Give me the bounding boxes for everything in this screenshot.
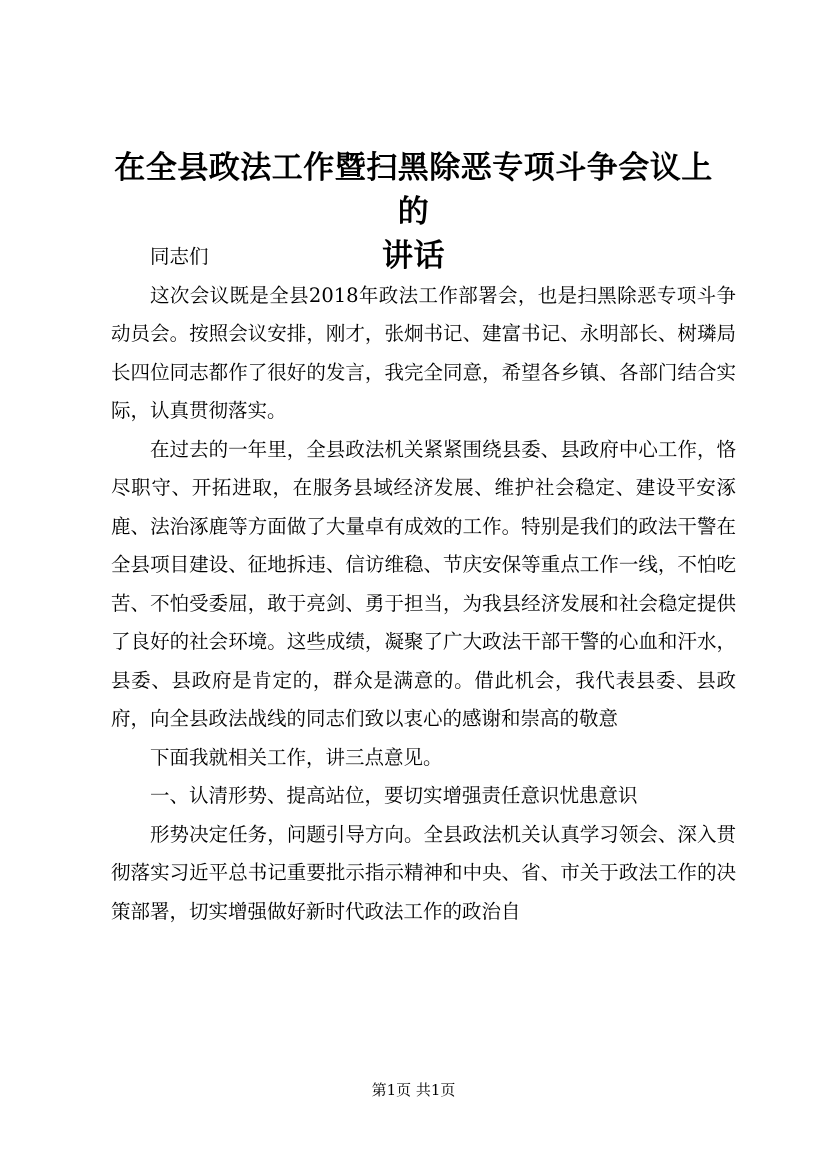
paragraph-meeting-intro: 这次会议既是全县2018年政法工作部署会，也是扫黑除恶专项斗争动员会。按照会议安排，刚才，张炯书记、建富书记、永明部长、树璘局长四位同志都作了很好的发言，我完全同意，希望各乡镇、各部门结合实际，认真贯彻落实。 — [111, 283, 736, 422]
title-line-1: 在全县政法工作暨扫黑除恶专项斗争会议上的 — [114, 150, 713, 230]
document-body — [111, 238, 736, 931]
paragraph-three-points: 下面我就相关工作，讲三点意见。 — [150, 745, 443, 769]
salutation: 同志们 — [150, 245, 209, 268]
title-line-2: 讲话 — [382, 238, 445, 274]
paragraph-situation: 形势决定任务，问题引导方向。全县政法机关认真学习领会、深入贯彻落实习近平总书记重要批示指示精神和中央、省、市关于政法工作的决策部署，切实增强做好新时代政法工作的政治自 — [111, 822, 736, 923]
paragraph-past-year: 在过去的一年里，全县政法机关紧紧围绕县委、县政府中心工作，恪尽职守、开拓进取，在服务县域经济发展、维护社会稳定、建设平安涿鹿、法治涿鹿等方面做了大量卓有成效的工作。特别是我们的政法干警在全县项目建设、征地拆违、信访维稳、节庆安保等重点工作一线，不怕吃苦、不怕受委屈，敢于亮剑、勇于担当，为我县经济发展和社会稳定提供了良好的社会环境。这些成绩，凝聚了广大政法干部干警的心血和汗水，县委、县政府是肯定的，群众是满意的。借此机会，我代表县委、县政府，向全县政法战线的同志们致以衷心的感谢和崇高的敬意 — [111, 437, 736, 730]
page-footer: 第1页 共1页 — [371, 1081, 456, 1099]
section-heading-1: 一、认清形势、提高站位，要切实增强责任意识忧患意识 — [150, 784, 638, 807]
